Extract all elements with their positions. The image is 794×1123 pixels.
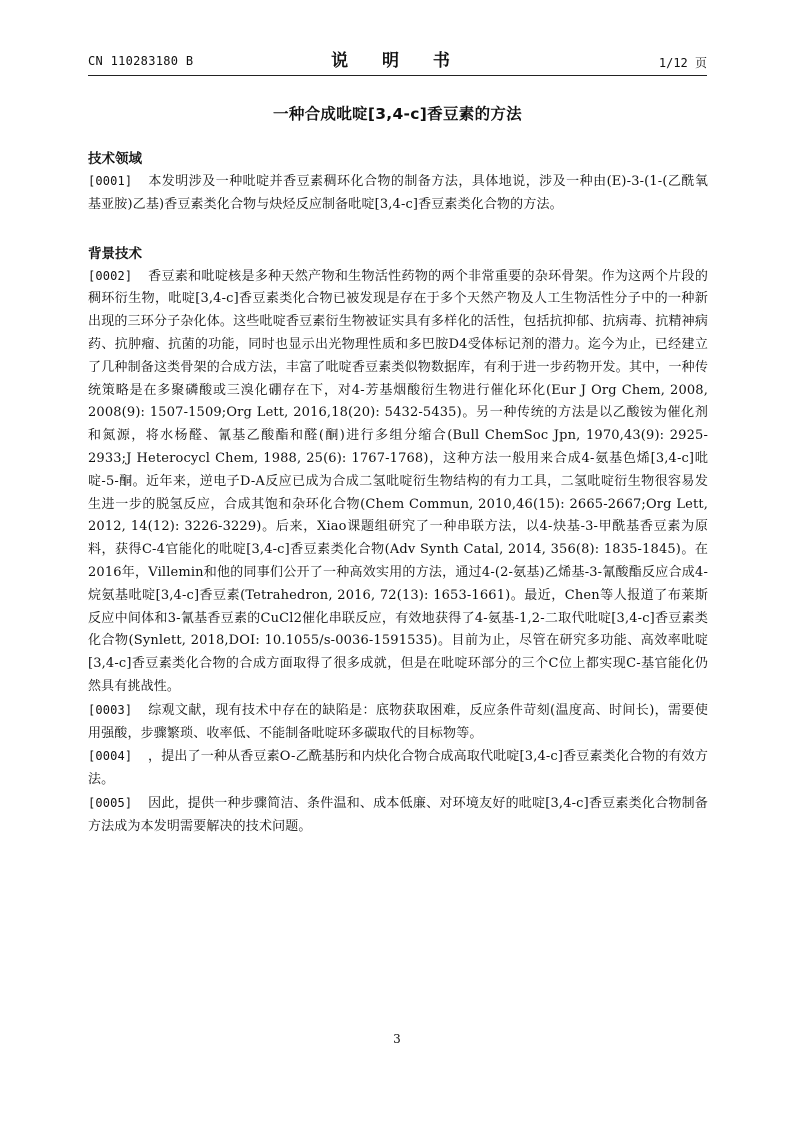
- paragraph-number: [0005]: [88, 795, 133, 810]
- section-heading: 背景技术: [88, 245, 142, 262]
- page-counter: 1/12 页: [658, 56, 707, 70]
- paragraph-number: [0004]: [88, 749, 133, 764]
- paragraph-number: [0002]: [88, 268, 133, 283]
- paragraph-text: ，提出了一种从香豆素O-乙酰基肟和内炔化合物合成高取代吡啶[3,4-c]香豆素类化合物的有效方法。: [88, 749, 708, 788]
- paragraph-0003: [88, 699, 708, 746]
- document-body: [88, 148, 708, 839]
- paragraph-number: [0001]: [88, 174, 133, 188]
- paragraph-0004: [88, 745, 708, 792]
- paragraph-0005: [88, 792, 708, 839]
- page-number: 3: [393, 1032, 401, 1046]
- page-header: [88, 44, 707, 74]
- paragraph-text: 综观文献，现有技术中存在的缺陷是：底物获取困难，反应条件苛刻(温度高、时间长)，需要使用强酸，步骤繁琐、收率低、不能制备吡啶环多碳取代的目标物等。: [88, 702, 708, 741]
- paragraph-text: 因此，提供一种步骤简洁、条件温和、成本低廉、对环境友好的吡啶[3,4-c]香豆素类化合物制备方法成为本发明需要解决的技术问题。: [88, 795, 708, 834]
- section-technical-field: [88, 148, 708, 217]
- paragraph-text: 香豆素和吡啶核是多种天然产物和生物活性药物的两个非常重要的杂环骨架。作为这两个片段的稠环衍生物，吡啶[3,4-c]香豆素类化合物已被发现是存在于多个天然产物及人工生物活性分子中的一种新出现的三环分子杂化体。这些吡啶香豆素衍生物被证实具有多样化的活性，包括抗抑郁、抗病毒、抗精神病药、抗肿瘤、抗菌的功能，同时也显示出光物理性质和多巴胺D4受体标记剂的潜力。迄今为止，已经建立了几种制备这类骨架的合成方法，丰富了吡啶香豆素类似物数据库，有利于进一步药物开发。其中，一种传统策略是在多聚磷酸或三溴化硼存在下，对4-芳基烟酸衍生物进行催化环化(Eur J Org Chem, 2008, 2008(9): 1507-1509;Org Lett, 2016,18(20): 5432-5435)。另一种传统的方法是以乙酸铵为催化剂和氮源，将水杨醛、氰基乙酸酯和醛(酮)进行多组分缩合(Bull ChemSoc Jpn, 1970,43(9): 2925-2933;J Heterocycl Chem, 1988, 25(6): 1767-1768)，这种方法一般用来合成4-氨基色烯[3,4-c]吡啶-5-酮。近年来，逆电子D-A反应已成为合成二氢吡啶衍生物结构的有力工具，二氢吡啶衍生物很容易发生进一步的脱氢反应，合成其饱和杂环化合物(Chem Commun, 2010,46(15): 2665-2667;Org Lett, 2012, 14(12): 3226-3229)。后来，Xiao课题组研究了一种串联方法，以4-炔基-3-甲酰基香豆素为原料，获得C-4官能化的吡啶[3,4-c]香豆素类化合物(Adv Synth Catal, 2014, 356(8): 1835-1845)。在2016年，Villemin和他的同事们公开了一种高效实用的方法，通过4-(2-氨基)乙烯基-3-氰酸酯反应合成4-烷氨基吡啶[3,4-c]香豆素(Tetrahedron, 2016, 72(13): 1653-1661)。最近，Chen等人报道了布莱斯反应中间体和3-氰基香豆素的CuCl2催化串联反应，有效地获得了4-氨基-1,2-二取代吡啶[3,4-c]香豆素类化合物(Synlett, 2018,DOI: 10.1055/s-0036-1591535)。目前为止，尽管在研究多功能、高效率吡啶[3,4-c]香豆素类化合物的合成方面取得了很多成就，但是在吡啶环部分的三个C位上都实现C-基官能化仍然具有挑战性。: [88, 268, 708, 694]
- document-title: 一种合成吡啶[3,4-c]香豆素的方法: [273, 105, 522, 123]
- paragraph-0001: [88, 170, 708, 217]
- header-rule: [88, 75, 707, 76]
- section-heading: 技术领域: [88, 151, 142, 167]
- paragraph-number: [0003]: [88, 702, 133, 717]
- document-type-heading: 说 明 书: [331, 51, 464, 71]
- patent-number: CN 110283180 B: [88, 54, 194, 68]
- section-background: [88, 243, 708, 839]
- paragraph-text: 本发明涉及一种吡啶并香豆素稠环化合物的制备方法，具体地说，涉及一种由(E)-3-(1-(乙酰氧基亚胺)乙基)香豆素类化合物与炔烃反应制备吡啶[3,4-c]香豆素类化合物的方法。: [88, 174, 708, 212]
- paragraph-0002: [88, 265, 708, 699]
